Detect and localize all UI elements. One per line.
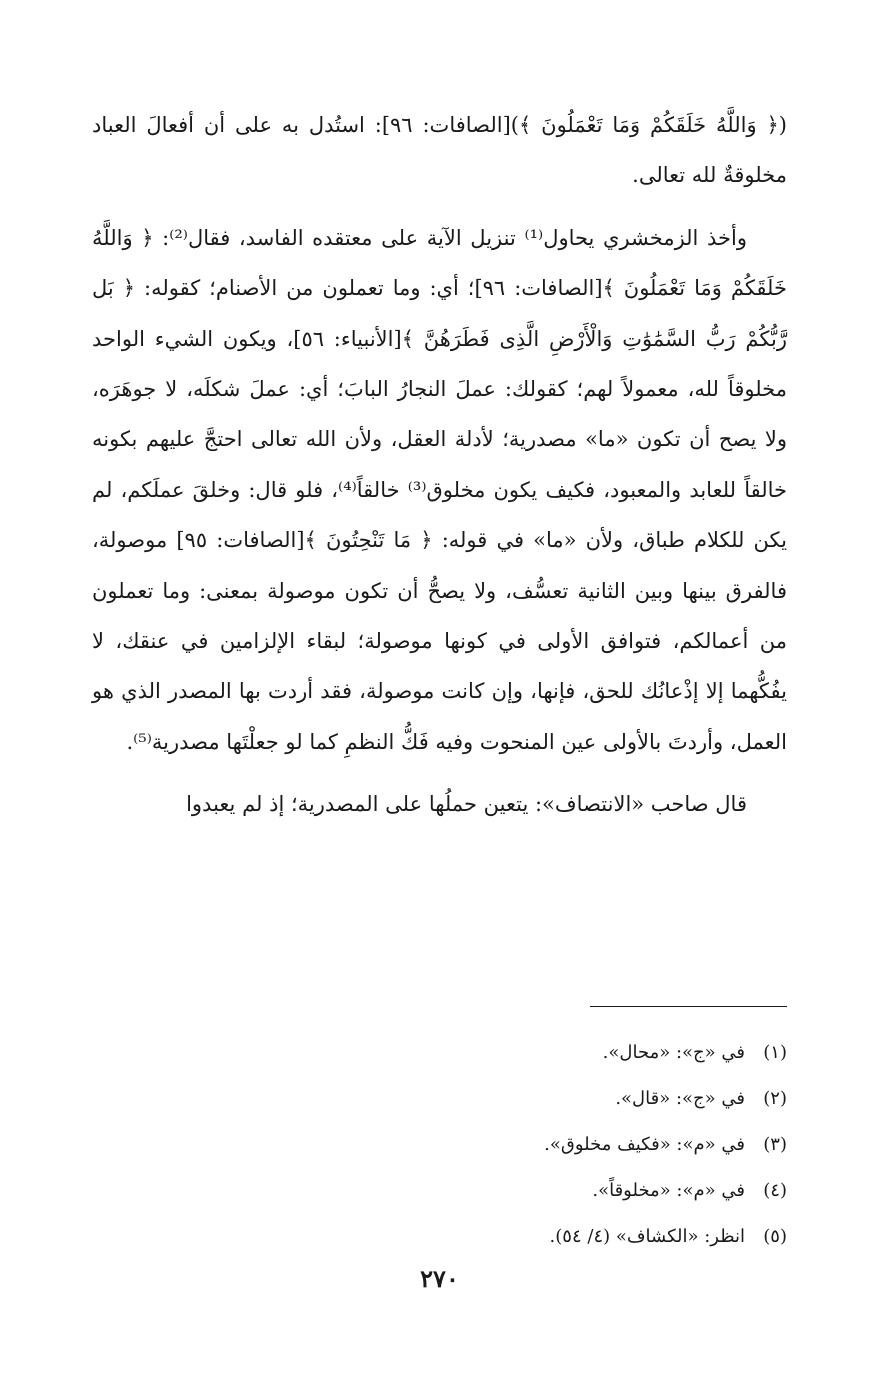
paragraph-3: قال صاحب «الانتصاف»: يتعين حملُها على المصدرية؛ إذ لم يعبدوا bbox=[186, 792, 747, 817]
footnote-number: (١) bbox=[763, 1042, 787, 1063]
footnote-divider bbox=[590, 1006, 787, 1007]
footnote-text: في «ج»: «محال». bbox=[602, 1042, 745, 1063]
footnote-number: (٥) bbox=[763, 1226, 787, 1247]
footnote-number: (٢) bbox=[763, 1088, 787, 1109]
footnote-item bbox=[92, 1076, 787, 1122]
footnote-item bbox=[92, 1168, 787, 1214]
footnote-text: في «م»: «فكيف مخلوق». bbox=[544, 1134, 745, 1155]
footnote-text: في «م»: «مخلوقاً». bbox=[592, 1180, 745, 1201]
main-text bbox=[92, 100, 787, 842]
footnote-item bbox=[92, 1214, 787, 1260]
footnotes-list bbox=[92, 1030, 787, 1260]
paragraph-1: (﴿ وَاللَّهُ خَلَقَكُمْ وَمَا تَعْمَلُونَ ﴾)[الصافات: ٩٦]: استُدل به على أن أفعالَ العباد مخلوقةٌ لله تعالى. bbox=[92, 113, 787, 188]
footnote-number: (٣) bbox=[763, 1134, 787, 1155]
footnote-text: انظر: «الكشاف» (٤/ ٥٤). bbox=[549, 1226, 745, 1247]
footnote-item bbox=[92, 1122, 787, 1168]
footnote-item bbox=[92, 1030, 787, 1076]
footnote-number: (٤) bbox=[763, 1180, 787, 1201]
page-number: ٢٧٠ bbox=[420, 1264, 459, 1293]
footnote-text: في «ج»: «قال». bbox=[615, 1088, 745, 1109]
paragraph-2: وأخذ الزمخشري يحاول⁽¹⁾ تنزيل الآية على معتقده الفاسد، فقال⁽²⁾: ﴿ وَاللَّهُ خَلَقَكُمْ وَمَا تَعْمَلُونَ ﴾[الصافات: ٩٦]؛ أي: وما تعملون من الأصنام؛ كقوله: ﴿ بَل رَّبُّكُمْ رَبُّ السَّمَٰوَٰتِ وَالْأَرْضِ الَّذِى فَطَرَهُنَّ ﴾[الأنبياء: ٥٦]، ويكون الشيء الواحد مخلوقاً لله، معمولاً لهم؛ كقولك: عملَ النجارُ البابَ؛ أي: عملَ شكلَه، لا جوهَرَه، ولا يصح أن تكون «ما» مصدرية؛ لأدلة العقل، ولأن الله تعالى احتجَّ عليهم بكونه خالقاً للعابد والمعبود، فكيف يكون مخلوق⁽³⁾ خالقاً⁽⁴⁾، فلو قال: وخلقَ عملَكم، لم يكن للكلام طباق، ولأن «ما» في قوله: ﴿ مَا تَنْحِتُونَ ﴾[الصافات: ٩٥] موصولة، فالفرق بينها وبين الثانية تعسُّف، ولا يصحُّ أن تكون موصولة بمعنى: وما تعملون من أعمالكم، فتوافق الأولى في كونها موصولة؛ لبقاء الإلزامين في عنقك، لا يفُكُّهما إلا إذْعانُك للحق، فإنها، وإن كانت موصولة، فقد أردت بها المصدر الذي هو العمل، وأردتَ بالأولى عين المنحوت وفيه فَكُّ النظمِ كما لو جعلْتَها مصدرية⁽⁵⁾. bbox=[92, 225, 788, 754]
